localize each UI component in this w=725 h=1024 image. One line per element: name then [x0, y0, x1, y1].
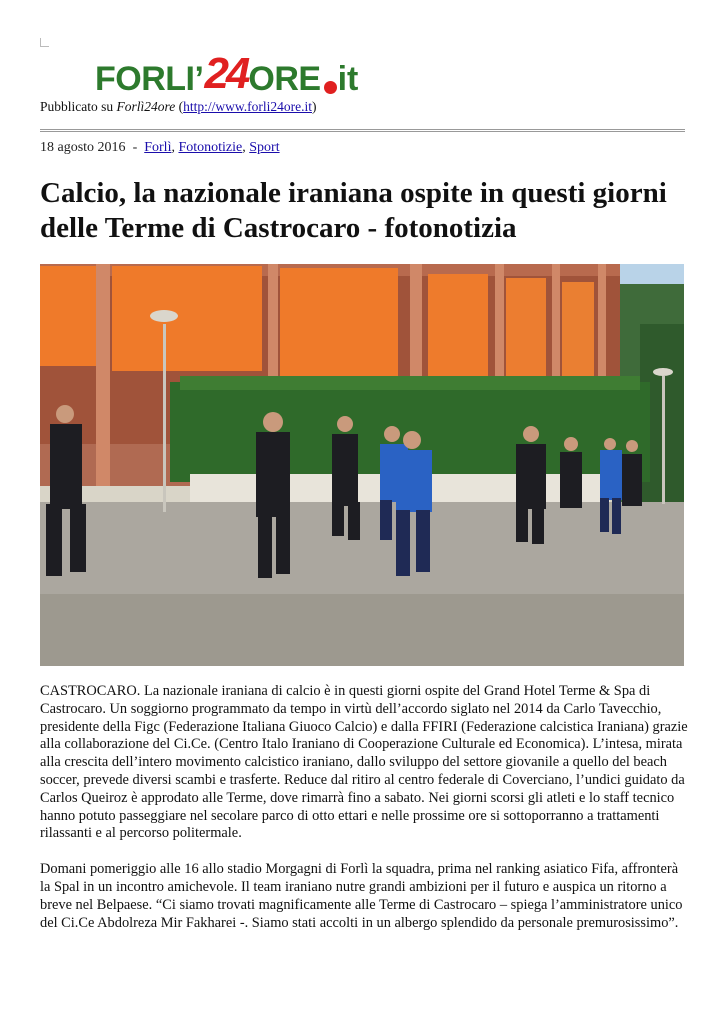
site-logo[interactable] [95, 50, 358, 96]
logo-text-ore: ORE [248, 60, 321, 98]
meta-separator: - [132, 140, 138, 155]
page-corner-mark [40, 38, 49, 47]
article-photo [40, 264, 684, 666]
logo-dot-icon [324, 81, 337, 94]
published-close-paren: ) [311, 99, 317, 114]
published-site-name: Forlì24ore [116, 99, 176, 114]
published-line [40, 99, 316, 115]
category-link-forli[interactable]: Forlì [144, 140, 172, 155]
logo-text-24: 24 [204, 49, 248, 98]
published-url-link[interactable]: http://www.forli24ore.it [183, 99, 312, 114]
article-paragraph: Domani pomeriggio alle 16 allo stadio Morgagni di Forlì la squadra, prima nel ranking asiatico Fifa, affronterà la Spal in un incontro amichevole. Il team iraniano nutre grandi ambizioni per il futuro e auspica un ritorno a breve nel Belpaese. “Ci siamo trovati magnificamente alle Terme di Castrocaro – spiega l’amministratore unico del Ci.Ce Abdolreza Mir Fakharei -. Siamo stati accolti in un albergo splendido da personale premurosissimo”. [40, 861, 683, 931]
header-divider [40, 129, 685, 132]
article-meta: 18 agosto 2016 - Forlì, Fotonotizie, Sport [40, 140, 280, 155]
logo-text-it: it [337, 60, 359, 98]
category-link-sport[interactable]: Sport [249, 140, 280, 155]
article-date: 18 agosto 2016 [40, 140, 126, 155]
category-link-fotonotizie[interactable]: Fotonotizie [178, 140, 243, 155]
article-body [40, 683, 690, 950]
published-prefix: Pubblicato su [40, 99, 117, 114]
article-paragraph: CASTROCARO. La nazionale iraniana di calcio è in questi giorni ospite del Grand Hotel Terme & Spa di Castrocaro. Un soggiorno programmato da tempo in virtù dell’accordo siglato nel 2014 da Carlo Tavecchio, presidente della Figc (Federazione Italiana Giuoco Calcio) e dalla FFIRI (Federazione calcistica Iraniana) grazie alla collaborazione del Ci.Ce. (Centro Italo Iraniano di Cooperazione Culturale ed Economica). L’intesa, mirata alla crescita dell’intero movimento calcistico iraniano, dallo sviluppo del settore giovanile a quello del beach soccer, prevede diversi scambi e trasferte. Reduce dal ritiro al centro federale di Coverciano, l’undici guidato da Carlos Queiroz è approdato alle Terme, dove rimarrà fino a sabato. Nei giorni scorsi gli atleti e lo staff tecnico hanno potuto passeggiare nel secolare parco di otto ettari e nelle prossime ore si sottoporranno a trattamenti rilassanti e al percorso politermale. [40, 683, 688, 842]
article-title: Calcio, la nazionale iraniana ospite in questi giorni delle Terme di Castrocaro - fotonotizia [40, 177, 667, 244]
logo-text-forli: FORLI’ [95, 60, 204, 98]
published-open-paren: ( [175, 99, 184, 114]
